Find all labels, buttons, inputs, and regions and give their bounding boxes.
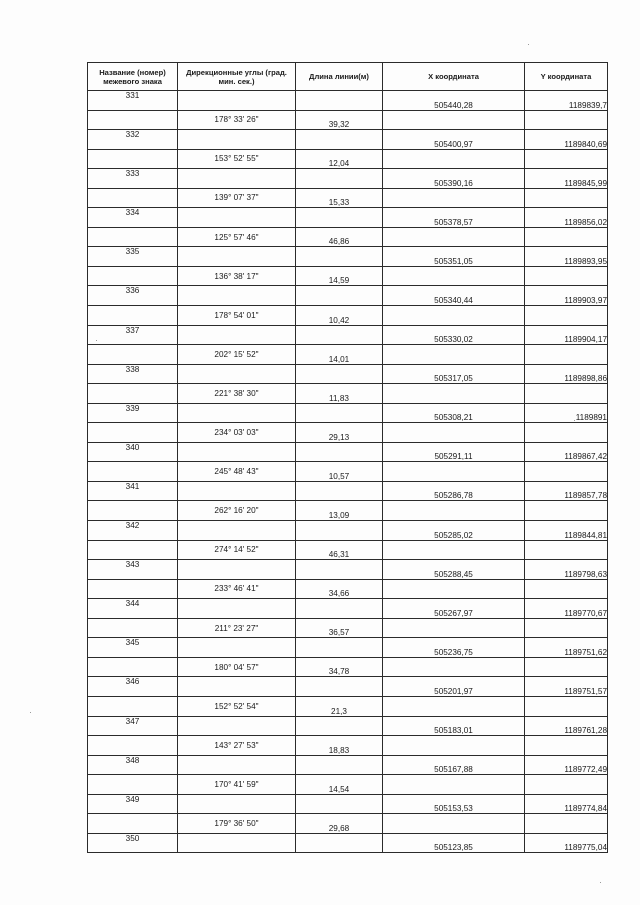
empty-x-cell	[383, 657, 525, 677]
empty-y-cell	[525, 423, 608, 443]
line-length: 11,83	[296, 384, 383, 404]
empty-name-cell	[88, 657, 178, 677]
empty-name-cell	[88, 462, 178, 482]
empty-y-cell	[525, 540, 608, 560]
empty-length-cell	[296, 677, 383, 697]
segment-row	[88, 227, 608, 247]
direction-angle: 125° 57' 46"	[178, 227, 296, 247]
y-coordinate: 1189839,7	[525, 91, 608, 111]
empty-x-cell	[383, 618, 525, 638]
direction-angle: 202° 15' 52"	[178, 345, 296, 365]
direction-angle: 234° 03' 03"	[178, 423, 296, 443]
x-coordinate: 505183,01	[383, 716, 525, 736]
point-name: 350	[88, 833, 178, 853]
y-coordinate: 1189904,17	[525, 325, 608, 345]
direction-angle: 274° 14' 52"	[178, 540, 296, 560]
point-name: 348	[88, 755, 178, 775]
empty-y-cell	[525, 188, 608, 208]
segment-row	[88, 345, 608, 365]
point-row	[88, 91, 608, 111]
scan-speck	[600, 882, 601, 883]
line-length: 12,04	[296, 149, 383, 169]
empty-name-cell	[88, 227, 178, 247]
y-coordinate: 1189844,81	[525, 521, 608, 541]
empty-x-cell	[383, 462, 525, 482]
empty-name-cell	[88, 775, 178, 795]
empty-x-cell	[383, 188, 525, 208]
x-coordinate: 505123,85	[383, 833, 525, 853]
empty-y-cell	[525, 618, 608, 638]
point-name: 340	[88, 442, 178, 462]
line-length: 36,57	[296, 618, 383, 638]
x-coordinate: 505308,21	[383, 403, 525, 423]
direction-angle: 211° 23' 27"	[178, 618, 296, 638]
empty-x-cell	[383, 266, 525, 286]
header-y: Y координата	[525, 63, 608, 91]
empty-y-cell	[525, 775, 608, 795]
empty-x-cell	[383, 110, 525, 130]
direction-angle: 139° 07' 37"	[178, 188, 296, 208]
empty-x-cell	[383, 696, 525, 716]
point-name: 337	[88, 325, 178, 345]
empty-length-cell	[296, 716, 383, 736]
scan-speck	[96, 340, 97, 341]
point-row	[88, 169, 608, 189]
empty-name-cell	[88, 696, 178, 716]
empty-angle-cell	[178, 169, 296, 189]
empty-length-cell	[296, 481, 383, 501]
empty-length-cell	[296, 755, 383, 775]
line-length: 14,01	[296, 345, 383, 365]
empty-length-cell	[296, 442, 383, 462]
point-name: 334	[88, 208, 178, 228]
empty-length-cell	[296, 91, 383, 111]
empty-angle-cell	[178, 325, 296, 345]
segment-row	[88, 540, 608, 560]
point-row	[88, 833, 608, 853]
line-length: 34,78	[296, 657, 383, 677]
line-length: 21,3	[296, 696, 383, 716]
segment-row	[88, 305, 608, 325]
empty-y-cell	[525, 110, 608, 130]
point-row	[88, 716, 608, 736]
empty-name-cell	[88, 110, 178, 130]
scan-speck	[574, 420, 575, 421]
point-row	[88, 638, 608, 658]
direction-angle: 179° 36' 50"	[178, 814, 296, 834]
empty-angle-cell	[178, 208, 296, 228]
segment-row	[88, 462, 608, 482]
segment-row	[88, 696, 608, 716]
table-body	[88, 91, 608, 853]
y-coordinate: 1189770,67	[525, 599, 608, 619]
point-name: 332	[88, 130, 178, 150]
y-coordinate: 1189898,86	[525, 364, 608, 384]
empty-length-cell	[296, 794, 383, 814]
y-coordinate: 1189845,99	[525, 169, 608, 189]
empty-length-cell	[296, 169, 383, 189]
direction-angle: 143° 27' 53"	[178, 736, 296, 756]
point-name: 343	[88, 560, 178, 580]
segment-row	[88, 736, 608, 756]
line-length: 46,31	[296, 540, 383, 560]
point-row	[88, 794, 608, 814]
empty-x-cell	[383, 227, 525, 247]
y-coordinate: 1189867,42	[525, 442, 608, 462]
empty-y-cell	[525, 149, 608, 169]
x-coordinate: 505400,97	[383, 130, 525, 150]
point-row	[88, 364, 608, 384]
direction-angle: 245° 48' 43"	[178, 462, 296, 482]
empty-length-cell	[296, 325, 383, 345]
segment-row	[88, 618, 608, 638]
segment-row	[88, 814, 608, 834]
empty-angle-cell	[178, 638, 296, 658]
empty-y-cell	[525, 227, 608, 247]
point-name: 336	[88, 286, 178, 306]
line-length: 18,83	[296, 736, 383, 756]
line-length: 39,32	[296, 110, 383, 130]
empty-length-cell	[296, 638, 383, 658]
empty-x-cell	[383, 579, 525, 599]
point-name: 335	[88, 247, 178, 267]
x-coordinate: 505286,78	[383, 481, 525, 501]
x-coordinate: 505330,02	[383, 325, 525, 345]
line-length: 15,33	[296, 188, 383, 208]
empty-name-cell	[88, 423, 178, 443]
empty-y-cell	[525, 579, 608, 599]
empty-y-cell	[525, 266, 608, 286]
y-coordinate: 1189775,04	[525, 833, 608, 853]
x-coordinate: 505340,44	[383, 286, 525, 306]
point-row	[88, 521, 608, 541]
empty-length-cell	[296, 364, 383, 384]
point-name: 346	[88, 677, 178, 697]
line-length: 29,13	[296, 423, 383, 443]
empty-y-cell	[525, 305, 608, 325]
y-coordinate: 1189751,62	[525, 638, 608, 658]
empty-x-cell	[383, 736, 525, 756]
point-row	[88, 442, 608, 462]
x-coordinate: 505351,05	[383, 247, 525, 267]
empty-angle-cell	[178, 286, 296, 306]
x-coordinate: 505153,53	[383, 794, 525, 814]
empty-y-cell	[525, 462, 608, 482]
y-coordinate: 1189798,63	[525, 560, 608, 580]
scan-speck	[30, 712, 31, 713]
empty-angle-cell	[178, 130, 296, 150]
empty-name-cell	[88, 540, 178, 560]
empty-length-cell	[296, 403, 383, 423]
empty-length-cell	[296, 208, 383, 228]
x-coordinate: 505440,28	[383, 91, 525, 111]
empty-angle-cell	[178, 599, 296, 619]
x-coordinate: 505285,02	[383, 521, 525, 541]
point-name: 342	[88, 521, 178, 541]
empty-x-cell	[383, 814, 525, 834]
empty-angle-cell	[178, 442, 296, 462]
y-coordinate: 1189856,02	[525, 208, 608, 228]
empty-x-cell	[383, 345, 525, 365]
x-coordinate: 505317,05	[383, 364, 525, 384]
line-length: 10,57	[296, 462, 383, 482]
y-coordinate: 1189761,28	[525, 716, 608, 736]
line-length: 29,68	[296, 814, 383, 834]
direction-angle: 180° 04' 57"	[178, 657, 296, 677]
empty-name-cell	[88, 266, 178, 286]
empty-name-cell	[88, 618, 178, 638]
empty-y-cell	[525, 736, 608, 756]
point-row	[88, 481, 608, 501]
header-row	[88, 63, 608, 91]
segment-row	[88, 149, 608, 169]
empty-y-cell	[525, 814, 608, 834]
direction-angle: 221° 38' 30"	[178, 384, 296, 404]
empty-length-cell	[296, 521, 383, 541]
x-coordinate: 505288,45	[383, 560, 525, 580]
line-length: 14,59	[296, 266, 383, 286]
header-length: Длина линии(м)	[296, 63, 383, 91]
segment-row	[88, 657, 608, 677]
line-length: 46,86	[296, 227, 383, 247]
x-coordinate: 505167,88	[383, 755, 525, 775]
empty-angle-cell	[178, 91, 296, 111]
point-row	[88, 599, 608, 619]
x-coordinate: 505201,97	[383, 677, 525, 697]
empty-name-cell	[88, 188, 178, 208]
y-coordinate: 1189903,97	[525, 286, 608, 306]
empty-angle-cell	[178, 677, 296, 697]
y-coordinate: 1189893,95	[525, 247, 608, 267]
empty-length-cell	[296, 247, 383, 267]
direction-angle: 153° 52' 55"	[178, 149, 296, 169]
empty-angle-cell	[178, 833, 296, 853]
empty-name-cell	[88, 579, 178, 599]
point-name: 345	[88, 638, 178, 658]
segment-row	[88, 775, 608, 795]
scan-speck	[528, 44, 529, 45]
empty-name-cell	[88, 305, 178, 325]
empty-name-cell	[88, 736, 178, 756]
line-length: 10,42	[296, 305, 383, 325]
empty-length-cell	[296, 833, 383, 853]
point-row	[88, 286, 608, 306]
header-name: Название (номер) межевого знака	[88, 63, 178, 91]
point-row	[88, 247, 608, 267]
empty-x-cell	[383, 775, 525, 795]
point-row	[88, 130, 608, 150]
point-name: 333	[88, 169, 178, 189]
empty-length-cell	[296, 130, 383, 150]
empty-angle-cell	[178, 247, 296, 267]
empty-name-cell	[88, 149, 178, 169]
empty-x-cell	[383, 501, 525, 521]
point-name: 338	[88, 364, 178, 384]
y-coordinate: 1189840,69	[525, 130, 608, 150]
empty-length-cell	[296, 286, 383, 306]
empty-y-cell	[525, 384, 608, 404]
segment-row	[88, 110, 608, 130]
segment-row	[88, 384, 608, 404]
empty-angle-cell	[178, 794, 296, 814]
empty-length-cell	[296, 599, 383, 619]
point-name: 344	[88, 599, 178, 619]
line-length: 34,66	[296, 579, 383, 599]
line-length: 13,09	[296, 501, 383, 521]
y-coordinate: 1189857,78	[525, 481, 608, 501]
direction-angle: 136° 38' 17"	[178, 266, 296, 286]
point-name: 331	[88, 91, 178, 111]
empty-x-cell	[383, 423, 525, 443]
empty-y-cell	[525, 501, 608, 521]
line-length: 14,54	[296, 775, 383, 795]
boundary-coordinates-table	[87, 62, 608, 853]
empty-angle-cell	[178, 716, 296, 736]
point-row	[88, 677, 608, 697]
direction-angle: 233° 46' 41"	[178, 579, 296, 599]
direction-angle: 262° 16' 20"	[178, 501, 296, 521]
segment-row	[88, 266, 608, 286]
point-name: 347	[88, 716, 178, 736]
empty-x-cell	[383, 540, 525, 560]
point-name: 349	[88, 794, 178, 814]
x-coordinate: 505390,16	[383, 169, 525, 189]
empty-name-cell	[88, 814, 178, 834]
y-coordinate: 1189751,57	[525, 677, 608, 697]
empty-angle-cell	[178, 560, 296, 580]
segment-row	[88, 423, 608, 443]
empty-angle-cell	[178, 521, 296, 541]
empty-angle-cell	[178, 755, 296, 775]
segment-row	[88, 579, 608, 599]
empty-y-cell	[525, 345, 608, 365]
segment-row	[88, 188, 608, 208]
x-coordinate: 505291,11	[383, 442, 525, 462]
empty-y-cell	[525, 657, 608, 677]
empty-x-cell	[383, 384, 525, 404]
empty-angle-cell	[178, 481, 296, 501]
point-row	[88, 325, 608, 345]
empty-name-cell	[88, 384, 178, 404]
point-name: 339	[88, 403, 178, 423]
point-row	[88, 755, 608, 775]
direction-angle: 178° 54' 01"	[178, 305, 296, 325]
empty-angle-cell	[178, 403, 296, 423]
header-x: X координата	[383, 63, 525, 91]
x-coordinate: 505378,57	[383, 208, 525, 228]
empty-x-cell	[383, 305, 525, 325]
y-coordinate: 1189774,84	[525, 794, 608, 814]
y-coordinate: 1189772,49	[525, 755, 608, 775]
direction-angle: 170° 41' 59"	[178, 775, 296, 795]
empty-name-cell	[88, 501, 178, 521]
empty-length-cell	[296, 560, 383, 580]
empty-x-cell	[383, 149, 525, 169]
empty-angle-cell	[178, 364, 296, 384]
empty-y-cell	[525, 696, 608, 716]
header-angle: Дирекционные углы (град. мин. сек.)	[178, 63, 296, 91]
point-row	[88, 208, 608, 228]
direction-angle: 152° 52' 54"	[178, 696, 296, 716]
point-name: 341	[88, 481, 178, 501]
segment-row	[88, 501, 608, 521]
y-coordinate: 1189891	[525, 403, 608, 423]
x-coordinate: 505236,75	[383, 638, 525, 658]
direction-angle: 178° 33' 26"	[178, 110, 296, 130]
point-row	[88, 403, 608, 423]
x-coordinate: 505267,97	[383, 599, 525, 619]
empty-name-cell	[88, 345, 178, 365]
point-row	[88, 560, 608, 580]
